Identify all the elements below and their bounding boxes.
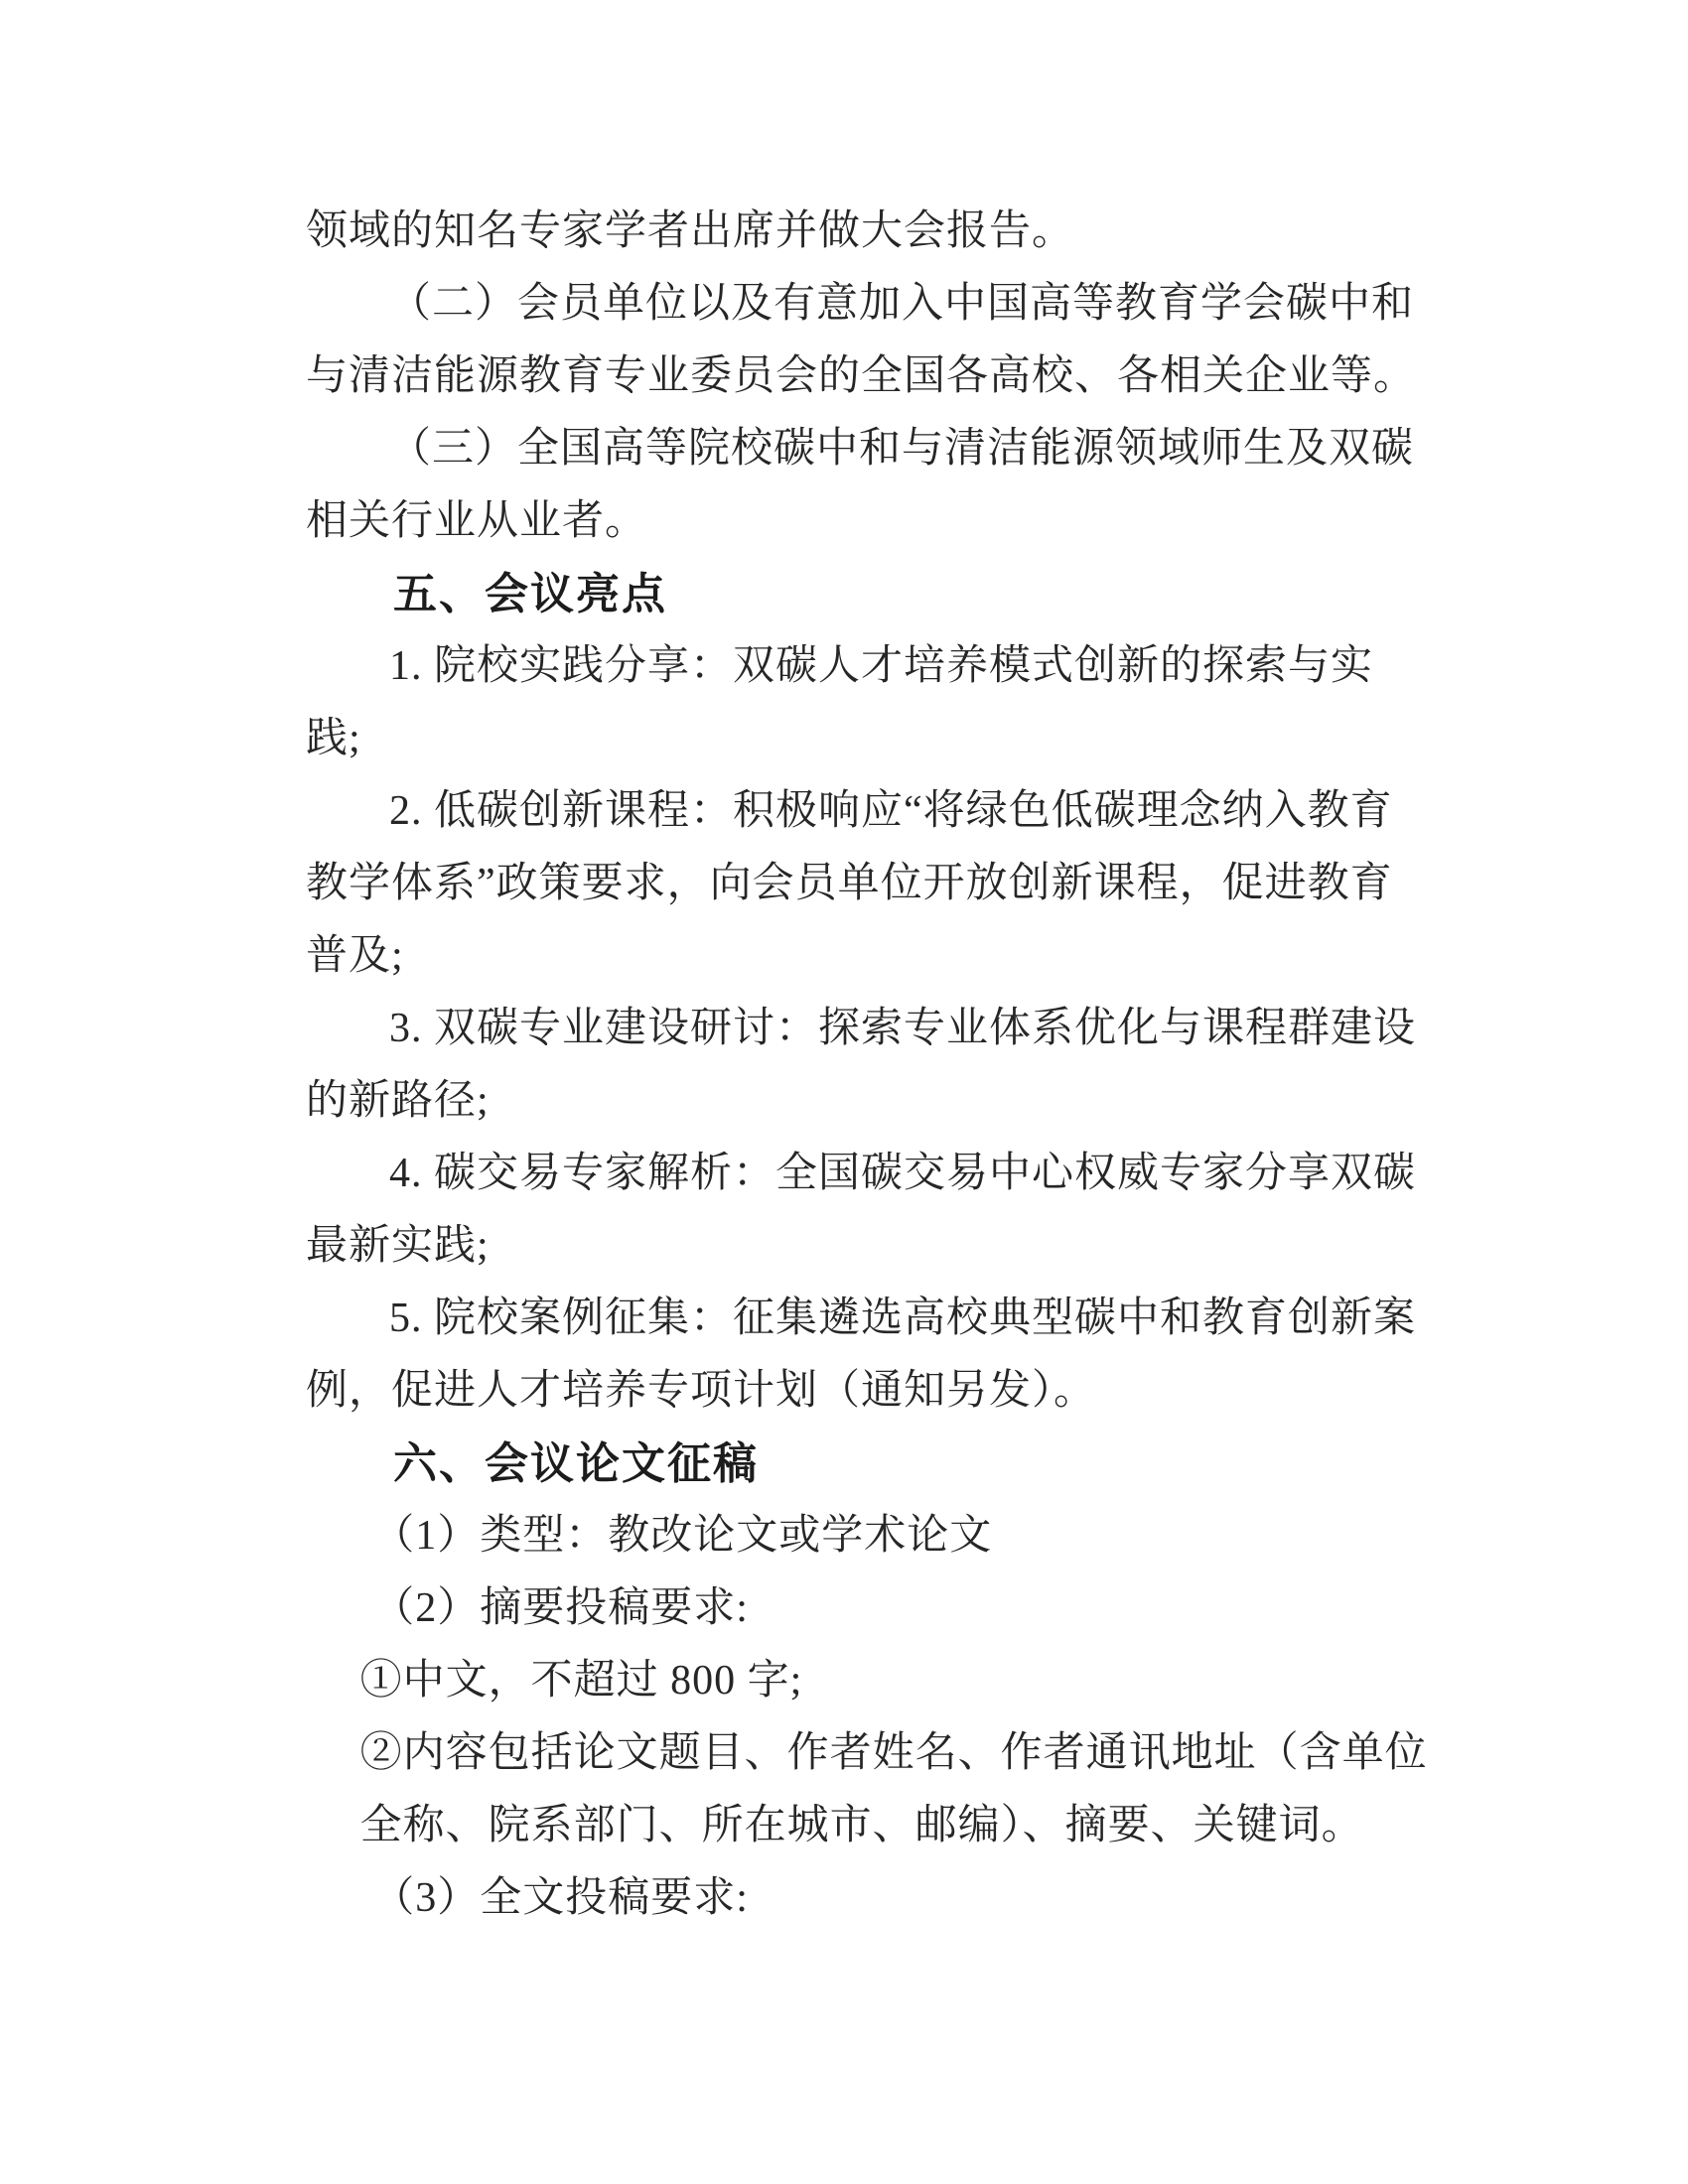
- section-heading-5: 五、会议亮点: [393, 570, 667, 618]
- text-line: 相关行业从业者。: [306, 498, 648, 544]
- paper-item-fulltext-req: （3）全文投稿要求:: [372, 1875, 749, 1921]
- text-line: 例，促进人才培养专项计划（通知另发）。: [306, 1368, 1097, 1414]
- highlight-item-1: 1. 院校实践分享：双碳人才培养模式创新的探索与实: [389, 643, 1374, 689]
- text-line: 全称、院系部门、所在城市、邮编）、摘要、关键词。: [359, 1803, 1364, 1848]
- section-heading-6: 六、会议论文征稿: [393, 1439, 759, 1488]
- abstract-req-2: ②内容包括论文题目、作者姓名、作者通讯地址（含单位: [359, 1730, 1428, 1776]
- highlight-item-4: 4. 碳交易专家解析：全国碳交易中心权威专家分享双碳: [389, 1151, 1417, 1196]
- text-line: 与清洁能源教育专业委员会的全国各高校、各相关企业等。: [306, 353, 1417, 399]
- abstract-req-1: ①中文，不超过 800 字;: [359, 1658, 803, 1704]
- text-line: 的新路径;: [306, 1078, 490, 1124]
- document-text-block: [306, 196, 1428, 1935]
- text-line: 最新实践;: [306, 1223, 490, 1269]
- paper-item-abstract-req: （2）摘要投稿要求:: [372, 1585, 749, 1631]
- paper-item-type: （1）类型：教改论文或学术论文: [372, 1513, 993, 1559]
- text-line: 普及;: [306, 933, 404, 979]
- text-line: 践;: [306, 716, 361, 761]
- text-line-item-2: （二）会员单位以及有意加入中国高等教育学会碳中和: [389, 281, 1415, 327]
- highlight-item-3: 3. 双碳专业建设研讨：探索专业体系优化与课程群建设: [389, 1006, 1417, 1051]
- text-line: 领域的知名专家学者出席并做大会报告。: [306, 208, 1075, 254]
- text-line-item-3: （三）全国高等院校碳中和与清洁能源领域师生及双碳: [389, 426, 1415, 472]
- highlight-item-2: 2. 低碳创新课程：积极响应“将绿色低碳理念纳入教育: [389, 788, 1393, 834]
- text-line: 教学体系”政策要求，向会员单位开放创新课程，促进教育: [306, 861, 1393, 906]
- highlight-item-5: 5. 院校案例征集：征集遴选高校典型碳中和教育创新案: [389, 1296, 1417, 1341]
